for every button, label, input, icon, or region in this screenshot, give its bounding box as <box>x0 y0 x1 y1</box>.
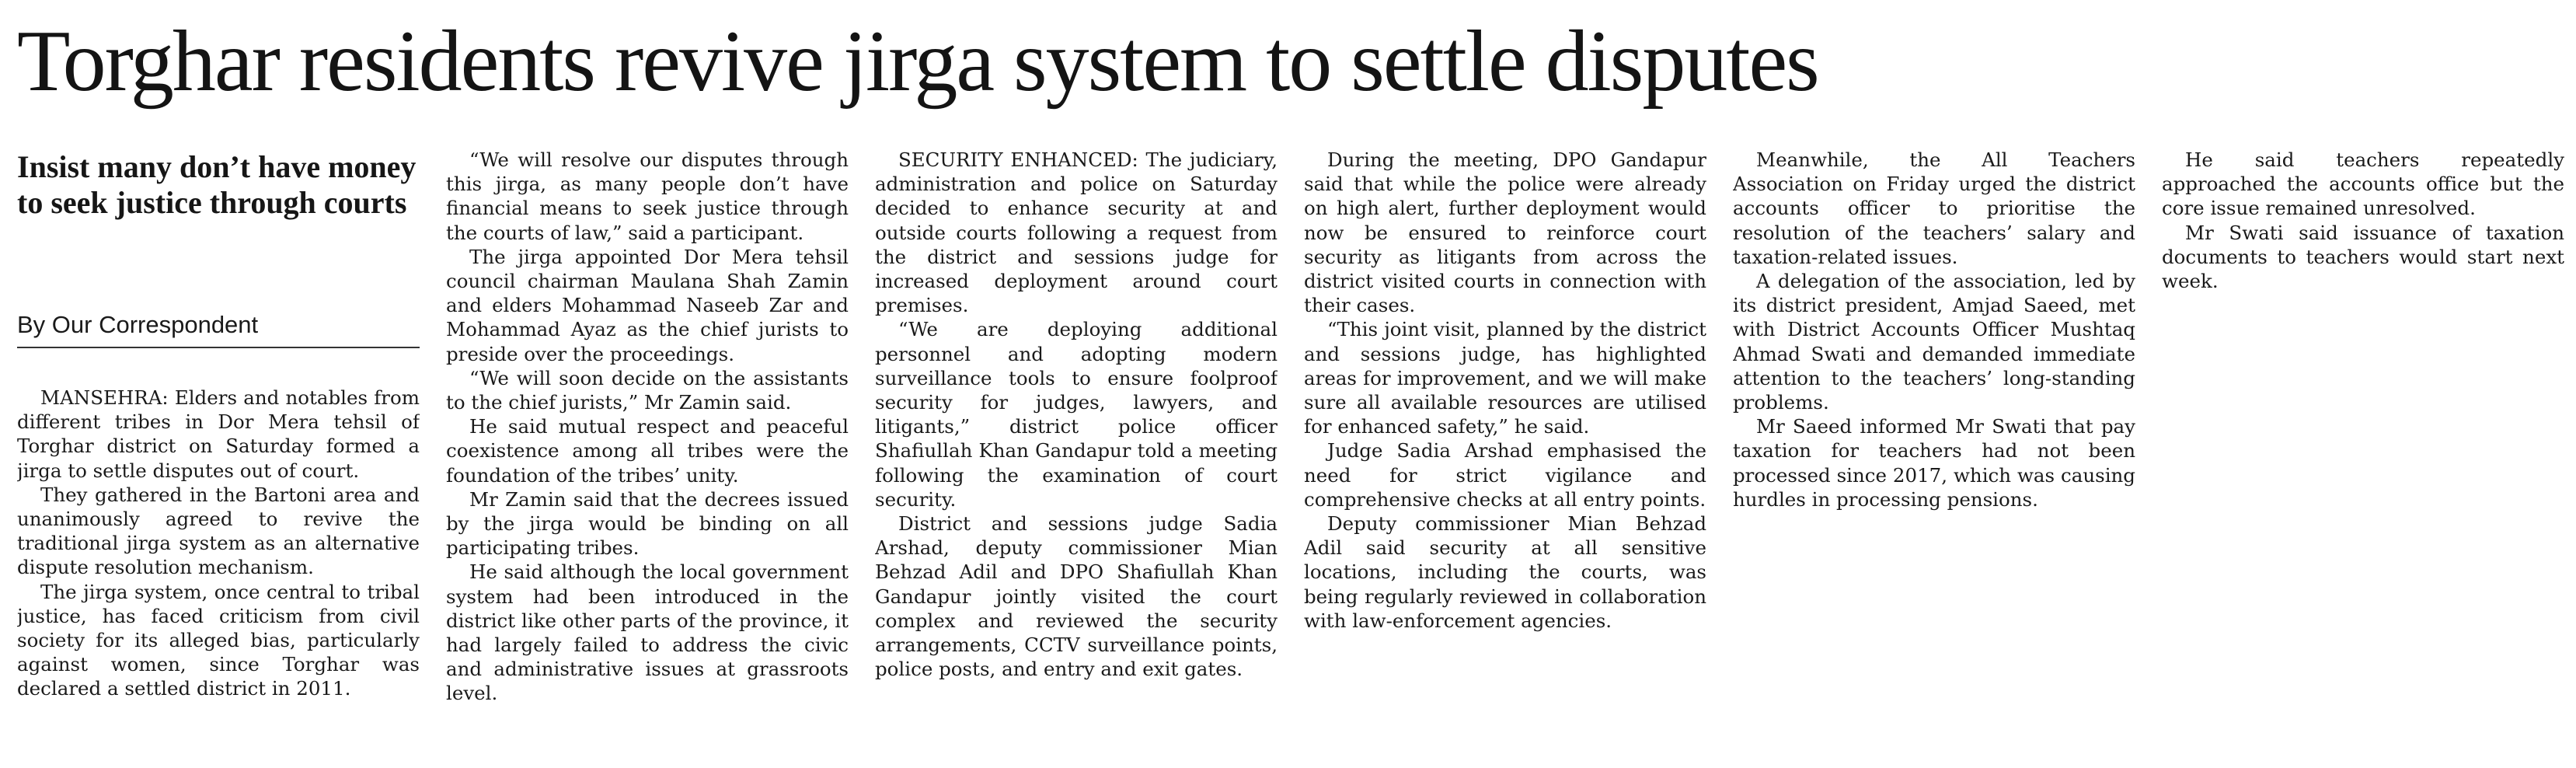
paragraph: Judge Sadia Arshad emphasised the need for strict vigilance and comprehensive checks at all entry points. <box>1304 439 1706 511</box>
paragraph: Mr Zamin said that the decrees issued by the jirga would be binding on all participating tribes. <box>446 487 849 560</box>
column-4 <box>1304 148 1706 766</box>
paragraph: “We are deploying additional personnel and adopting modern surveillance tools to ensure foolproof security for judges, lawyers, and litigants,” district police officer Shafiullah Khan Gandapur told a meeting following the examination of court security. <box>875 318 1278 511</box>
column-5 <box>1733 148 2135 766</box>
column-1 <box>17 386 420 766</box>
paragraph: He said teachers repeatedly approached the accounts office but the core issue remained unresolved. <box>2162 148 2564 220</box>
paragraph: A delegation of the association, led by its district president, Amjad Saeed, met with District Accounts Officer Mushtaq Ahmad Swati and demanded immediate attention to the teachers’ long-standing problems. <box>1733 270 2135 414</box>
paragraph: SECURITY ENHANCED: The judiciary, administration and police on Saturday decided to enhance security at and outside courts following a request from the district and sessions judge for increased deployment around court premises. <box>875 148 1278 317</box>
paragraph: Deputy commissioner Mian Behzad Adil said security at all sensitive locations, including the courts, was being regularly reviewed in collaboration with law-enforcement agencies. <box>1304 512 1706 632</box>
paragraph: District and sessions judge Sadia Arshad, deputy commissioner Mian Behzad Adil and DPO Shafiullah Khan Gandapur jointly visited the court complex and reviewed the security arrangements, CCTV surveillance points, police posts, and entry and exit gates. <box>875 512 1278 681</box>
column-3 <box>875 148 1278 766</box>
paragraph: Mr Swati said issuance of taxation documents to teachers would start next week. <box>2162 221 2564 293</box>
paragraph: The jirga system, once central to tribal justice, has faced criticism from civil society for its alleged bias, particularly against women, since Torghar was declared a settled district in 2011. <box>17 580 420 700</box>
paragraph: During the meeting, DPO Gandapur said that while the police were already on high alert, further deployment would now be ensured to reinforce court security as litigants from across the district visited courts in connection with their cases. <box>1304 148 1706 317</box>
paragraph: “We will soon decide on the assistants to the chief jurists,” Mr Zamin said. <box>446 366 849 414</box>
paragraph: The jirga appointed Dor Mera tehsil council chairman Maulana Shah Zamin and elders Mohammad Naseeb Zar and Mohammad Ayaz as the chief jurists to preside over the proceedings. <box>446 245 849 365</box>
paragraph: Meanwhile, the All Teachers Association on Friday urged the district accounts officer to prioritise the resolution of the teachers’ salary and taxation-related issues. <box>1733 148 2135 268</box>
paragraph: Mr Saeed informed Mr Swati that pay taxation for teachers had not been processed since 2017, which was causing hurdles in processing pensions. <box>1733 415 2135 511</box>
paragraph: “We will resolve our disputes through this jirga, as many people don’t have financial means to seek justice through the courts of law,” said a participant. <box>446 148 849 244</box>
paragraph: He said mutual respect and peaceful coexistence among all tribes were the foundation of the tribes’ unity. <box>446 415 849 487</box>
byline-divider <box>17 347 420 348</box>
column-6 <box>2162 148 2564 766</box>
paragraph: “This joint visit, planned by the district and sessions judge, has highlighted areas for improvement, and we will make sure all available resources are utilised for enhanced safety,” he said. <box>1304 318 1706 438</box>
article-subheadline: Insist many don’t have money to seek justice through courts <box>17 149 417 220</box>
paragraph: MANSEHRA: Elders and notables from different tribes in Dor Mera tehsil of Torghar district on Saturday formed a jirga to settle disputes out of court. <box>17 386 420 482</box>
article-headline: Torghar residents revive jirga system to settle disputes <box>17 13 1818 110</box>
byline: By Our Correspondent <box>17 311 259 338</box>
paragraph: They gathered in the Bartoni area and unanimously agreed to revive the traditional jirga system as an alternative dispute resolution mechanism. <box>17 483 420 579</box>
paragraph: He said although the local government system had been introduced in the district like other parts of the province, it had largely failed to address the civic and administrative issues at grassroots level. <box>446 560 849 705</box>
column-2 <box>446 148 849 766</box>
